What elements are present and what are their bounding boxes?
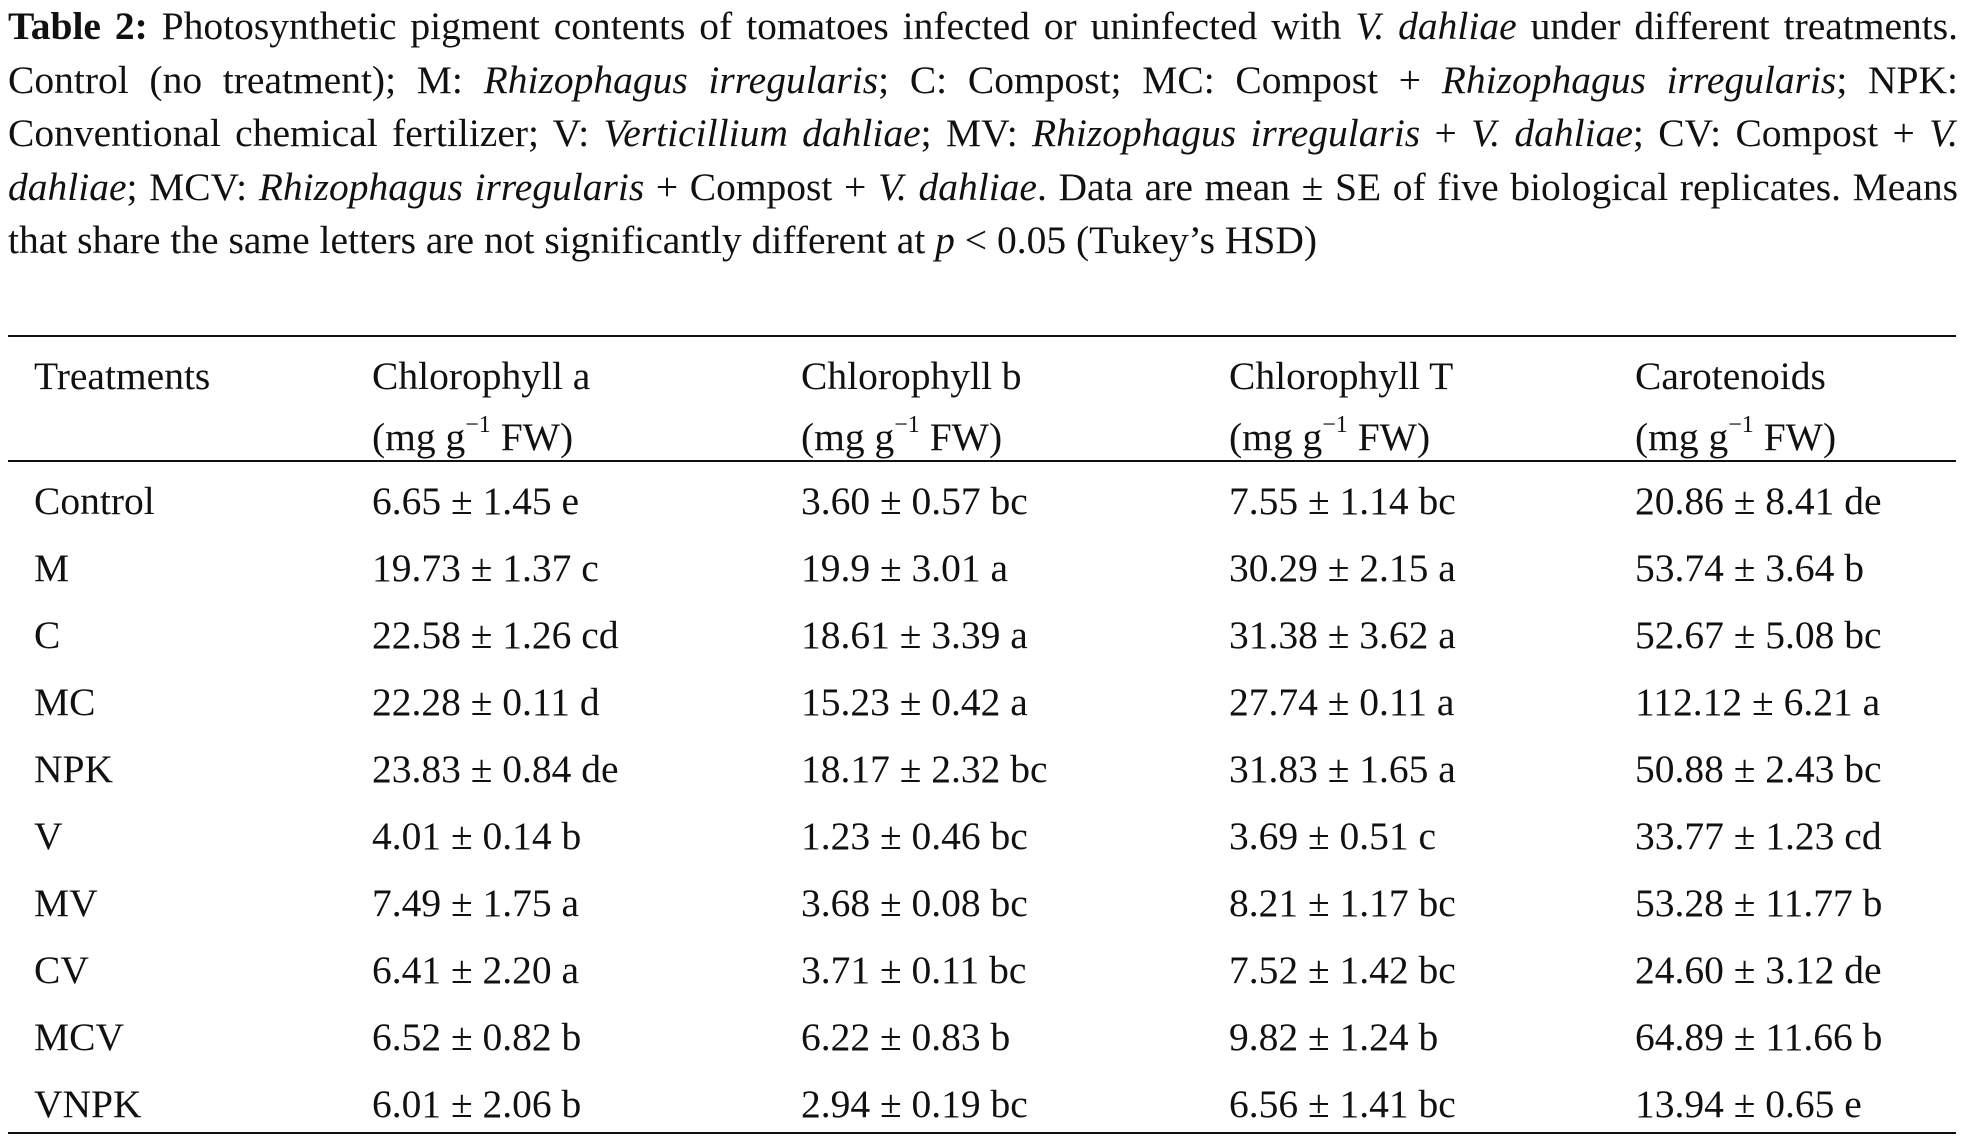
table-row-6-chlorophyll-a: 7.49 ± 1.75 a xyxy=(372,881,580,925)
unit-exponent: −1 xyxy=(894,412,920,438)
table-row-8-treatment: MCV xyxy=(34,1015,124,1059)
table-row-8-chlorophyll-t: 9.82 ± 1.24 b xyxy=(1229,1015,1439,1059)
table-row-7-treatment: CV xyxy=(34,948,89,992)
column-header-unit xyxy=(372,403,590,464)
table-row-3-carotenoids: 112.12 ± 6.21 a xyxy=(1635,680,1881,724)
table-row-3-chlorophyll-b: 15.23 ± 0.42 a xyxy=(801,680,1028,724)
table-label: Table 2: xyxy=(8,4,148,48)
table-row-7-chlorophyll-t: 7.52 ± 1.42 bc xyxy=(1229,948,1456,992)
caption-text: ; NPK: Conventional chemical fertilizer; V: xyxy=(8,57,1958,155)
table-row-9-treatment: VNPK xyxy=(34,1082,142,1126)
table-row-1-treatment: M xyxy=(34,546,70,590)
table-row-3-treatment: MC xyxy=(34,680,96,724)
table-bottom-rule xyxy=(8,1132,1956,1134)
table-row-5-chlorophyll-a: 4.01 ± 0.14 b xyxy=(372,814,582,858)
unit-text: (mg g xyxy=(1229,415,1323,460)
column-header-label: Treatments xyxy=(34,354,211,398)
unit-text: (mg g xyxy=(1635,415,1729,460)
table-row-2-chlorophyll-b: 18.61 ± 3.39 a xyxy=(801,613,1028,657)
table-row-4-chlorophyll-a: 23.83 ± 0.84 de xyxy=(372,747,619,791)
table-row-1-chlorophyll-a: 19.73 ± 1.37 c xyxy=(372,546,599,590)
column-header-chlorophyll-b xyxy=(801,350,1022,464)
table-row-9-chlorophyll-t: 6.56 ± 1.41 bc xyxy=(1229,1082,1456,1126)
caption-text: under different treatments. Control (no treatment); M: xyxy=(8,4,1958,102)
caption-text: + Compost + xyxy=(644,164,878,209)
table-row-0-chlorophyll-b: 3.60 ± 0.57 bc xyxy=(801,479,1028,523)
unit-exponent: −1 xyxy=(465,412,491,438)
table-row-1-chlorophyll-t: 30.29 ± 2.15 a xyxy=(1229,546,1456,590)
unit-text: (mg g xyxy=(801,415,895,460)
table-row-0-treatment: Control xyxy=(34,479,155,523)
caption-text: ; MCV: xyxy=(126,164,259,209)
unit-text: FW) xyxy=(1753,415,1837,460)
table-row-2-carotenoids: 52.67 ± 5.08 bc xyxy=(1635,613,1882,657)
column-header-label: Chlorophyll T xyxy=(1229,354,1454,398)
table-row-3-chlorophyll-t: 27.74 ± 0.11 a xyxy=(1229,680,1455,724)
caption-text: ; CV: Compost + xyxy=(1632,111,1930,155)
table-row-7-carotenoids: 24.60 ± 3.12 de xyxy=(1635,948,1882,992)
caption-italic: V. dahliae xyxy=(877,164,1037,209)
caption-italic: Rhizophagus irregularis xyxy=(1032,111,1421,155)
table-row-5-carotenoids: 33.77 ± 1.23 cd xyxy=(1635,814,1882,858)
column-header-unit xyxy=(1635,403,1836,464)
table-row-8-chlorophyll-b: 6.22 ± 0.83 b xyxy=(801,1015,1011,1059)
caption-text: ; MV: xyxy=(920,111,1033,155)
column-header-chlorophyll-t xyxy=(1229,350,1453,464)
table-row-5-chlorophyll-b: 1.23 ± 0.46 bc xyxy=(801,814,1028,858)
caption-italic: Rhizophagus irregularis xyxy=(483,57,879,102)
table-row-5-chlorophyll-t: 3.69 ± 0.51 c xyxy=(1229,814,1437,858)
table-row-0-chlorophyll-a: 6.65 ± 1.45 e xyxy=(372,479,580,523)
table-row-6-chlorophyll-b: 3.68 ± 0.08 bc xyxy=(801,881,1028,925)
table-row-1-carotenoids: 53.74 ± 3.64 b xyxy=(1635,546,1865,590)
table-caption xyxy=(8,0,1958,268)
table-row-7-chlorophyll-b: 3.71 ± 0.11 bc xyxy=(801,948,1027,992)
caption-italic: V. dahliae xyxy=(1355,4,1517,48)
table-row-6-carotenoids: 53.28 ± 11.77 b xyxy=(1635,881,1883,925)
table-row-2-chlorophyll-a: 22.58 ± 1.26 cd xyxy=(372,613,619,657)
column-header-label: Chlorophyll a xyxy=(372,354,591,398)
table-top-rule xyxy=(8,335,1956,337)
unit-exponent: −1 xyxy=(1322,412,1348,438)
table-row-3-chlorophyll-a: 22.28 ± 0.11 d xyxy=(372,680,600,724)
caption-italic: V. dahliae xyxy=(1471,111,1633,155)
column-header-label: Carotenoids xyxy=(1635,354,1826,398)
caption-italic: V. dahliae xyxy=(8,111,1958,209)
table-row-9-chlorophyll-b: 2.94 ± 0.19 bc xyxy=(801,1082,1028,1126)
unit-text: FW) xyxy=(1347,415,1431,460)
header-separator-rule xyxy=(8,460,1956,462)
caption-text: + xyxy=(1420,111,1472,155)
table-row-0-carotenoids: 20.86 ± 8.41 de xyxy=(1635,479,1882,523)
unit-text: (mg g xyxy=(372,415,466,460)
unit-exponent: −1 xyxy=(1728,412,1754,438)
column-header-chlorophyll-a xyxy=(372,350,590,464)
unit-text: FW) xyxy=(490,415,574,460)
table-row-0-chlorophyll-t: 7.55 ± 1.14 bc xyxy=(1229,479,1456,523)
caption-italic: p xyxy=(935,218,955,262)
caption-italic: Rhizophagus irregularis xyxy=(1441,57,1837,102)
table-row-9-chlorophyll-a: 6.01 ± 2.06 b xyxy=(372,1082,582,1126)
unit-text: FW) xyxy=(919,415,1003,460)
caption-text: Photosynthetic pigment contents of tomatoes infected or uninfected with xyxy=(147,4,1356,48)
caption-text: . Data are mean ± SE of five biological replicates. Means that share the same letters are not significantly different at xyxy=(8,164,1958,262)
table-row-6-chlorophyll-t: 8.21 ± 1.17 bc xyxy=(1229,881,1456,925)
table-row-2-chlorophyll-t: 31.38 ± 3.62 a xyxy=(1229,613,1456,657)
column-header-unit xyxy=(1229,403,1453,464)
table-row-2-treatment: C xyxy=(34,613,61,657)
table-row-7-chlorophyll-a: 6.41 ± 2.20 a xyxy=(372,948,580,992)
caption-italic: Rhizophagus irregularis xyxy=(258,164,645,209)
table-row-4-treatment: NPK xyxy=(34,747,114,791)
table-row-4-chlorophyll-b: 18.17 ± 2.32 bc xyxy=(801,747,1048,791)
table-row-8-carotenoids: 64.89 ± 11.66 b xyxy=(1635,1015,1883,1059)
caption-text: < 0.05 (Tukey’s HSD) xyxy=(954,218,1318,262)
table-row-9-carotenoids: 13.94 ± 0.65 e xyxy=(1635,1082,1862,1126)
table-row-5-treatment: V xyxy=(34,814,63,858)
column-header-treatments xyxy=(34,350,210,403)
caption-text: ; C: Compost; MC: Compost + xyxy=(878,57,1442,102)
table-row-4-chlorophyll-t: 31.83 ± 1.65 a xyxy=(1229,747,1456,791)
column-header-unit xyxy=(801,403,1022,464)
table-row-1-chlorophyll-b: 19.9 ± 3.01 a xyxy=(801,546,1009,590)
caption-italic: Verticillium dahliae xyxy=(603,111,921,155)
table-row-4-carotenoids: 50.88 ± 2.43 bc xyxy=(1635,747,1882,791)
column-header-carotenoids xyxy=(1635,350,1836,464)
table-row-6-treatment: MV xyxy=(34,881,98,925)
table-row-8-chlorophyll-a: 6.52 ± 0.82 b xyxy=(372,1015,582,1059)
column-header-label: Chlorophyll b xyxy=(801,354,1022,398)
